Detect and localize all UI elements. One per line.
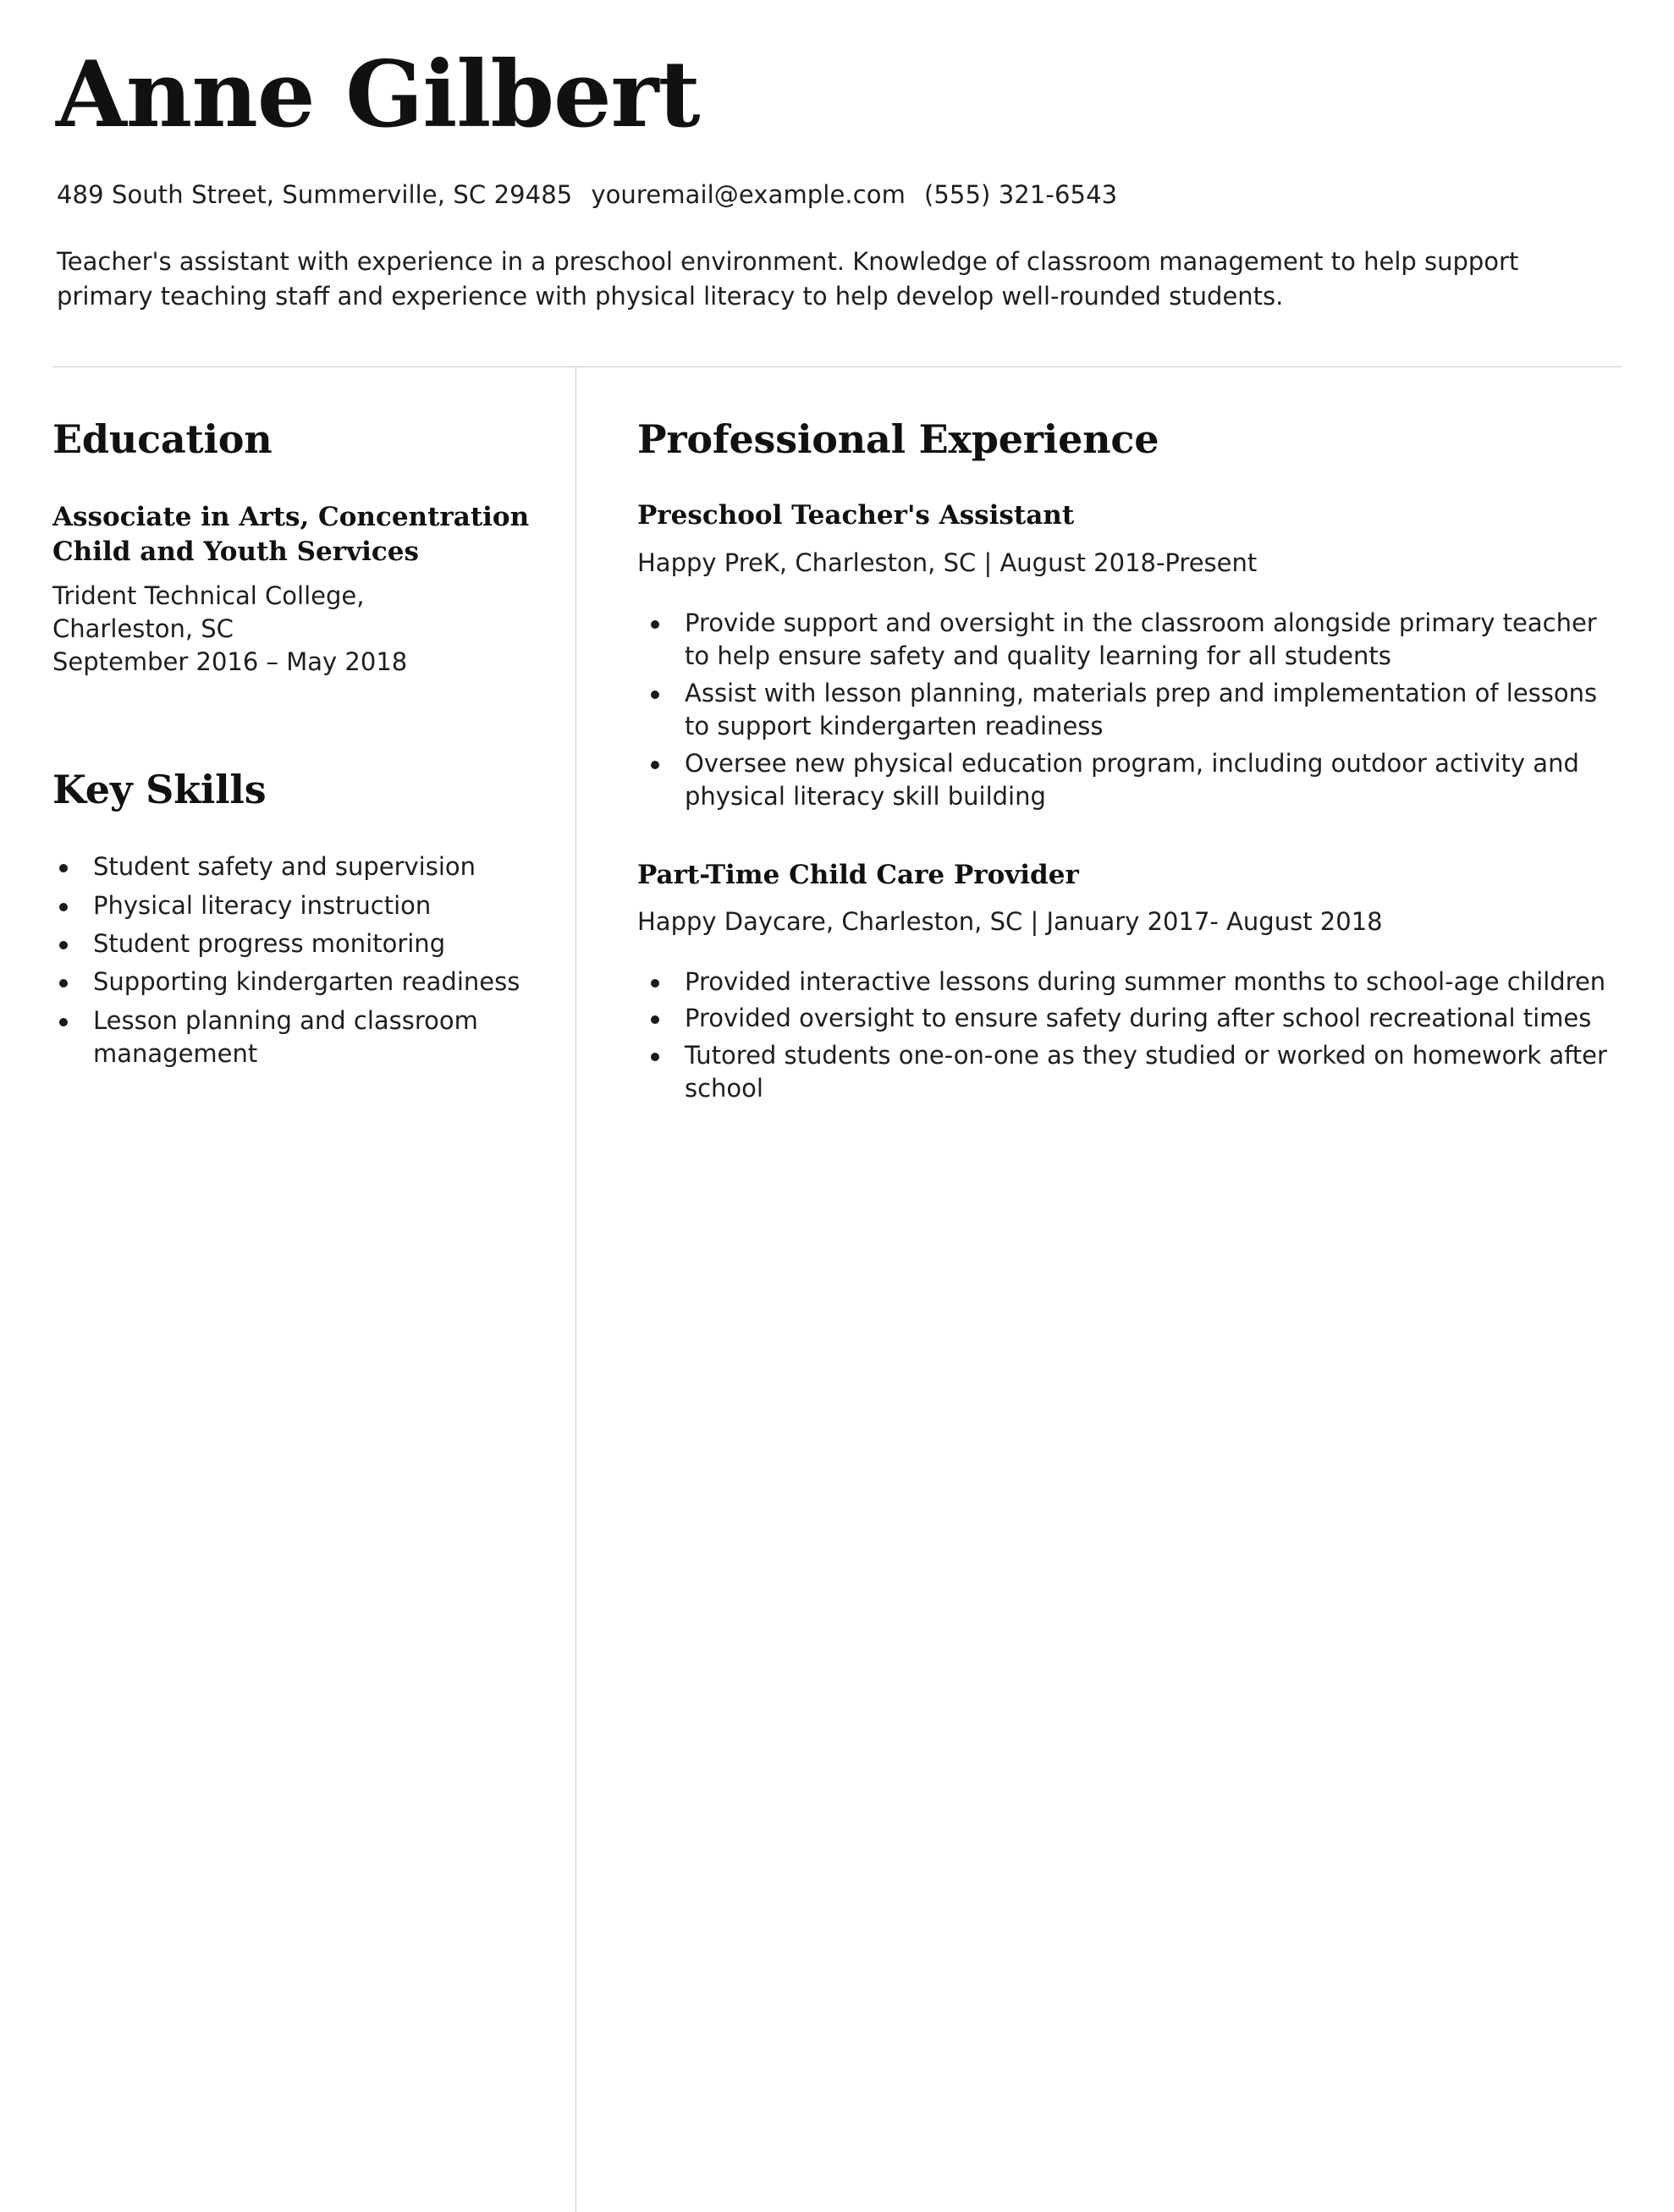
list-item: Provide support and oversight in the classroom alongside primary teacher to help ensure safety and quality learning for all students <box>637 607 1622 674</box>
list-item: Student progress monitoring <box>52 927 533 960</box>
list-item: Provided oversight to ensure safety during after school recreational times <box>637 1002 1622 1035</box>
skills-list <box>52 850 533 1071</box>
job-title: Preschool Teacher's Assistant <box>637 500 1075 531</box>
education-entry <box>52 500 533 678</box>
education-section-title: Education <box>52 416 273 463</box>
list-item: Supporting kindergarten readiness <box>52 966 533 999</box>
candidate-name: Anne Gilbert <box>56 41 700 148</box>
education-dates: September 2016 – May 2018 <box>52 647 408 677</box>
list-item: Physical literacy instruction <box>52 889 533 922</box>
list-item: Lesson planning and classroom management <box>52 1004 533 1071</box>
left-column <box>0 367 575 2212</box>
experience-section-title: Professional Experience <box>637 416 1159 463</box>
job-meta: Happy Daycare, Charleston, SC | January 2017- August 2018 <box>637 906 1383 936</box>
resume-header <box>0 0 1674 367</box>
experience-entry <box>637 498 1622 813</box>
education-school: Trident Technical College, <box>52 581 365 611</box>
section-spacer <box>52 679 533 767</box>
job-bullets <box>637 966 1622 1106</box>
contact-email[interactable]: youremail@example.com <box>591 179 906 209</box>
skills-section-title: Key Skills <box>52 766 267 812</box>
education-degree: Associate in Arts, Concentration Child and Youth Services <box>52 502 530 568</box>
job-meta: Happy PreK, Charleston, SC | August 2018-Present <box>637 547 1258 577</box>
right-column <box>576 367 1674 2212</box>
contact-line <box>57 180 1622 209</box>
professional-summary: Teacher's assistant with experience in a preschool environment. Knowledge of classroom management to help support primary teaching staff and experience with physical literacy to help develop well-rounded students. <box>57 246 1519 311</box>
job-bullets <box>637 607 1622 814</box>
list-item: Assist with lesson planning, materials prep and implementation of lessons to support kindergarten readiness <box>637 677 1622 744</box>
education-location: Charleston, SC <box>52 614 234 644</box>
contact-phone: (555) 321-6543 <box>923 179 1118 209</box>
list-item: Oversee new physical education program, including outdoor activity and physical literacy skill building <box>637 747 1622 814</box>
resume-body <box>0 367 1674 2212</box>
list-item: Tutored students one-on-one as they studied or worked on homework after school <box>637 1039 1622 1106</box>
list-item: Student safety and supervision <box>52 850 533 883</box>
experience-entry <box>637 858 1622 1106</box>
job-title: Part-Time Child Care Provider <box>637 859 1079 890</box>
contact-address: 489 South Street, Summerville, SC 29485 <box>57 179 573 209</box>
list-item: Provided interactive lessons during summer months to school-age children <box>637 966 1622 999</box>
